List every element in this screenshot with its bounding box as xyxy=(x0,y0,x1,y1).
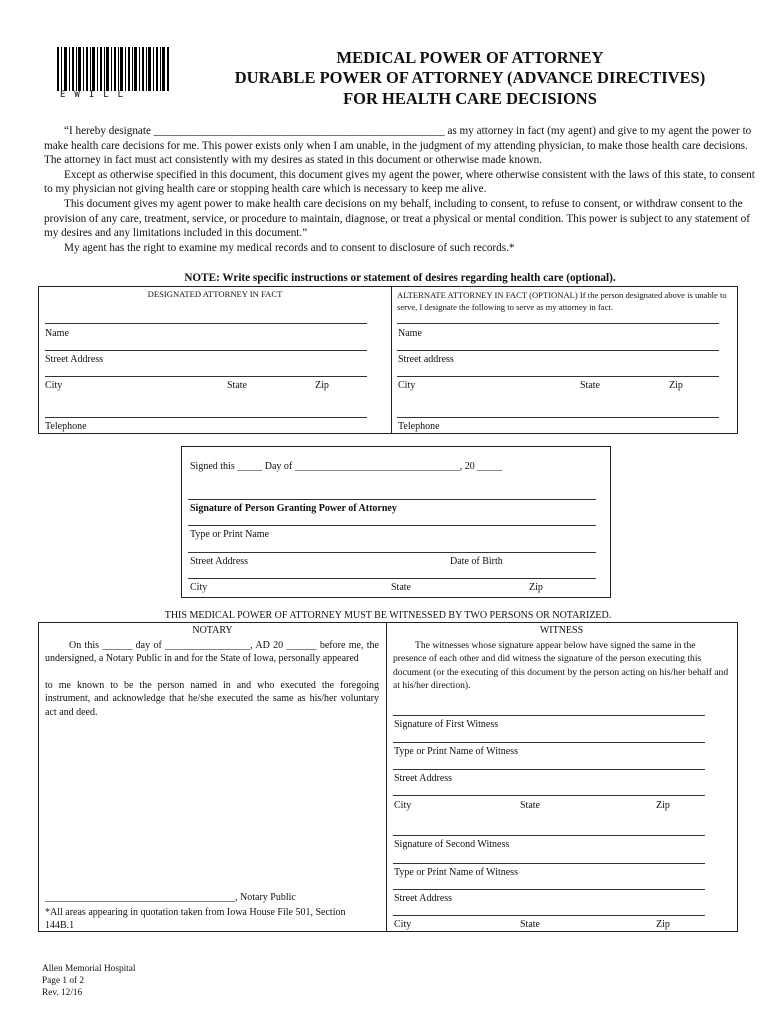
intro-paragraph-3: This document gives my agent power to make health care decisions on my behalf, including to consent, to refuse to consent, or withdraw consent to the provision of any care, treatment, service, or procedure to maintain, diagnose, or treat a physical or mental condition. This power is subject to any statement of my desires and any limitations included in this document.” xyxy=(44,197,750,240)
alternate-street-line[interactable] xyxy=(397,350,719,351)
notary-public-line[interactable]: ______________________________________, Notary Public xyxy=(45,892,296,903)
designated-zip-label: Zip xyxy=(315,380,329,391)
print-name-label: Type or Print Name xyxy=(190,529,270,540)
witness-1-print-label: Type or Print Name of Witness xyxy=(394,746,518,757)
witness-2-signature-line[interactable] xyxy=(393,835,705,836)
designated-attorney-header: DESIGNATED ATTORNEY IN FACT xyxy=(147,289,283,299)
signature-label: Signature of Person Granting Power of Attorney xyxy=(190,503,397,514)
notary-witness-divider xyxy=(386,623,387,931)
witness-2-print-label: Type or Print Name of Witness xyxy=(394,867,518,878)
alternate-city-label: City xyxy=(398,380,416,391)
witness-header: WITNESS xyxy=(539,625,584,636)
witness-1-signature-line[interactable] xyxy=(393,715,705,716)
intro-paragraph-2: Except as otherwise specified in this document, this document gives my agent the power, where otherwise consistent with the laws of this state, to consent to my physician not giving health care or stopping health care which is necessary to keep me alive. xyxy=(44,168,755,196)
barcode-label: EWILL xyxy=(60,90,133,100)
intro-paragraph-4: My agent has the right to examine my medical records and to consent to disclosure of such records.* xyxy=(64,241,515,254)
alternate-telephone-line[interactable] xyxy=(397,417,719,418)
designated-street-label: Street Address xyxy=(45,354,104,365)
witness-1-city-label: City xyxy=(394,800,412,811)
alternate-attorney-header: ALTERNATE ATTORNEY IN FACT (OPTIONAL) If the person designated above is unable to serve, I designate the following to serve as my attorney in fact. xyxy=(397,290,727,312)
witness-notice: THIS MEDICAL POWER OF ATTORNEY MUST BE WITNESSED BY TWO PERSONS OR NOTARIZED. xyxy=(164,610,612,621)
footer xyxy=(42,963,135,999)
designated-city-line[interactable] xyxy=(45,376,367,377)
city-label: City xyxy=(190,582,208,593)
designated-name-label: Name xyxy=(45,328,69,339)
alternate-street-label: Street address xyxy=(398,354,454,365)
witness-1-print-line[interactable] xyxy=(393,742,705,743)
designated-city-label: City xyxy=(45,380,63,391)
witness-1-city-line[interactable] xyxy=(393,795,705,796)
intro-text xyxy=(44,124,756,255)
witness-1-state-label: State xyxy=(520,800,540,811)
witness-2-zip-label: Zip xyxy=(656,919,670,930)
note: NOTE: Write specific instructions or statement of desires regarding health care (optional). xyxy=(184,272,616,284)
witness-1-street-label: Street Address xyxy=(394,773,453,784)
notary-text-2: to me known to be the person named in and who executed the foregoing instrument, and acknowledge that he/she executed the same as his/her voluntary act and deed. xyxy=(45,680,379,718)
attorney-box xyxy=(38,286,738,434)
designated-telephone-line[interactable] xyxy=(45,417,367,418)
footer-hospital: Allen Memorial Hospital xyxy=(42,964,136,974)
barcode xyxy=(57,47,169,91)
print-name-line[interactable] xyxy=(188,525,596,526)
signed-date-line[interactable]: Signed this _____ Day of _________________________________, 20 _____ xyxy=(190,461,503,472)
footnote: *All areas appearing in quotation taken from Iowa House File 501, Section 144B.1 xyxy=(45,907,346,932)
notary-witness-box xyxy=(38,622,738,932)
dob-label: Date of Birth xyxy=(450,556,503,567)
street-label: Street Address xyxy=(190,556,249,567)
title-line-2: DURABLE POWER OF ATTORNEY (ADVANCE DIRECTIVES) xyxy=(234,68,706,87)
alternate-state-label: State xyxy=(580,380,600,391)
witness-2-signature-label: Signature of Second Witness xyxy=(394,839,510,850)
witness-2-street-label: Street Address xyxy=(394,893,453,904)
intro-paragraph-1: “I hereby designate ____________________________________________________ as my attorney in fact (my agent) and give to my agent the power to make health care decisions for me. This power exists only when I am unable, in the judgment of my attending physician, to make those health care decisions. The attorney in fact must act consistently with my desires as stated in this document or otherwise made known. xyxy=(44,125,752,167)
witness-1-street-line[interactable] xyxy=(393,769,705,770)
witness-2-state-label: State xyxy=(520,919,540,930)
designated-telephone-label: Telephone xyxy=(45,421,87,432)
witness-2-city-label: City xyxy=(394,919,412,930)
title-line-1: MEDICAL POWER OF ATTORNEY xyxy=(336,48,604,67)
witness-text: The witnesses whose signature appear below have signed the same in the presence of each other and did witness the signature of the person executing this document (or the executing of this document by the person acting on his/her behalf and at his/her direction). xyxy=(393,640,729,692)
designated-name-line[interactable] xyxy=(45,323,367,324)
witness-2-city-line[interactable] xyxy=(393,915,705,916)
witness-1-signature-label: Signature of First Witness xyxy=(394,719,499,730)
street-line[interactable] xyxy=(188,552,596,553)
state-label: State xyxy=(391,582,411,593)
witness-1-zip-label: Zip xyxy=(656,800,670,811)
witness-2-street-line[interactable] xyxy=(393,889,705,890)
footer-page: Page 1 of 2 xyxy=(42,976,85,986)
alternate-telephone-label: Telephone xyxy=(398,421,440,432)
notary-header: NOTARY xyxy=(192,625,233,636)
city-line[interactable] xyxy=(188,578,596,579)
designated-street-line[interactable] xyxy=(45,350,367,351)
footer-revision: Rev. 12/16 xyxy=(42,988,83,998)
signature-line[interactable] xyxy=(188,499,596,500)
alternate-city-line[interactable] xyxy=(397,376,719,377)
witness-2-print-line[interactable] xyxy=(393,863,705,864)
alternate-name-line[interactable] xyxy=(397,323,719,324)
alternate-name-label: Name xyxy=(398,328,422,339)
notary-text: On this ______ day of _________________, AD 20 ______ before me, the undersigned, a Notary Public in and for the State of Iowa, personally appeared xyxy=(45,640,379,665)
alternate-zip-label: Zip xyxy=(669,380,683,391)
attorney-box-divider xyxy=(391,287,392,433)
title-line-3: FOR HEALTH CARE DECISIONS xyxy=(343,89,597,108)
designated-state-label: State xyxy=(227,380,247,391)
zip-label: Zip xyxy=(529,582,543,593)
signature-box xyxy=(181,446,611,598)
